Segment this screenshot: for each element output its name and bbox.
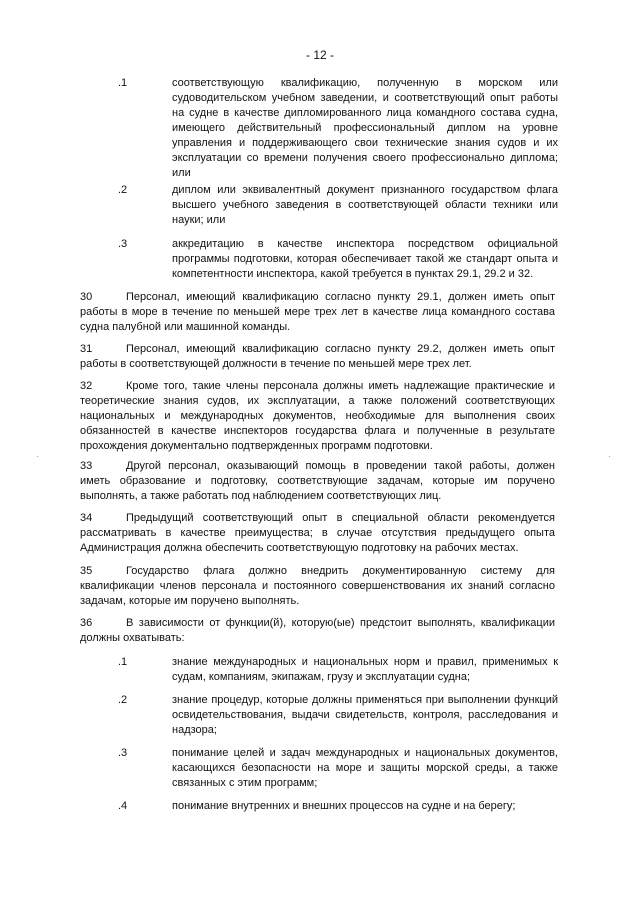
paragraph-text: Предыдущий соответствующий опыт в специальной области рекомендуется рассматривать в качестве преимущества; в случае отсутствия предыдущего опыта Администрация должна обеспечить соответствующую подготовку на рабочих местах. [80,512,555,554]
paragraph-text: В зависимости от функции(й), которую(ые) предстоит выполнять, квалификации должны охватывать: [80,617,555,644]
paragraph-text: Государство флага должно внедрить документированную систему для квалификации членов персонала и постоянного совершенствования их знаний согласно задачам, которые им поручено выполнять. [80,565,555,607]
paragraph-number: 33 [80,460,93,472]
list-item-1-2 [118,183,558,228]
paragraph-number: 34 [80,512,93,524]
paragraph-number: 36 [80,617,93,629]
paragraph-number: 32 [80,380,93,392]
item-number: .3 [118,238,128,250]
paragraph-36 [80,616,555,646]
paragraph-text: Персонал, имеющий квалификацию согласно пункту 29.1, должен иметь опыт работы в море в течение по меньшей мере трех лет в качестве лица командного состава судна палубной или машинной команды. [80,291,555,333]
item-number: .2 [118,184,128,196]
paragraph-30 [80,290,555,335]
list-item-1-3 [118,237,558,282]
list-item-36-1 [118,655,558,685]
paragraph-31 [80,342,555,372]
page-number: - 12 - [305,48,334,62]
item-number: .1 [118,77,128,89]
item-text: знание процедур, которые должны применяться при выполнении функций освидетельствования, выдачи свидетельств, контроля, расследования и надзора; [172,694,558,736]
list-item-1-1 [118,76,558,181]
item-number: .2 [118,694,128,706]
paragraph-33 [80,459,555,504]
paragraph-text: Персонал, имеющий квалификацию согласно пункту 29.2, должен иметь опыт работы в соответствующей должности в течение по меньшей мере трех лет. [80,343,555,370]
scan-mark: · [608,452,611,461]
item-text: понимание целей и задач международных и национальных документов, касающихся безопасности на море и защиты морской среды, а также связанных с этим программ; [172,747,558,789]
item-number: .1 [118,656,128,668]
paragraph-34 [80,511,555,556]
list-item-36-3 [118,746,558,791]
paragraph-number: 35 [80,565,93,577]
item-text: знание международных и национальных норм и правил, применимых к судам, компаниям, экипажам, грузу и эксплуатации судна; [172,656,558,683]
list-item-36-2 [118,693,558,738]
item-number: .4 [118,800,128,812]
item-text: аккредитацию в качестве инспектора посредством официальной программы подготовки, которая обеспечивает такой же стандарт опыта и компетентности инспектора, какой требуется в пунктах 29.1, 29.2 и 32. [172,238,558,280]
paragraph-number: 31 [80,343,93,355]
paragraph-32 [80,379,555,454]
item-text: соответствующую квалификацию, полученную в морском или судоводительском учебном заведении, и соответствующий опыт работы на судне в качестве дипломированного лица командного состава судна, имеющего действительный профессиональный диплом на уровне управления и поддерживающего свои технические знания судов и их эксплуатации со времени получения своего профессионально диплома; или [172,77,558,179]
list-item-36-4 [118,799,558,814]
item-number: .3 [118,747,128,759]
item-text: понимание внутренних и внешних процессов на судне и на берегу; [172,800,516,812]
paragraph-number: 30 [80,291,93,303]
paragraph-text: Другой персонал, оказывающий помощь в проведении такой работы, должен иметь образование и подготовку, соответствующие задачам, которые им поручено выполнять, а также работать под наблюдением соответствующих лиц. [80,460,555,502]
paragraph-35 [80,564,555,609]
paragraph-text: Кроме того, такие члены персонала должны иметь надлежащие практические и теоретические знания судов, их эксплуатации, а также положений соответствующих национальных и международных документов, необходимые для выполнения своих обязанностей в качестве инспекторов государства флага и полученные в результате прохождения документально подтвержденных программ подготовки. [80,380,555,452]
scan-mark: · [36,452,39,461]
item-text: диплом или эквивалентный документ признанного государством флага высшего учебного заведения в соответствующей области техники или науки; или [172,184,558,226]
